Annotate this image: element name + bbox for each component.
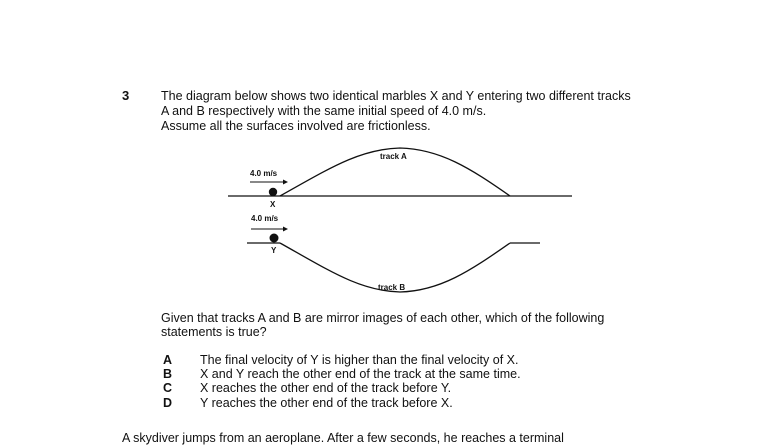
marble-x-label: X	[270, 200, 276, 209]
question-text-line-3: Assume all the surfaces involved are frictionless.	[161, 119, 431, 133]
option-b-text: X and Y reach the other end of the track at the same time.	[200, 367, 521, 381]
option-a-text: The final velocity of Y is higher than the final velocity of X.	[200, 353, 519, 367]
option-d-text: Y reaches the other end of the track before X.	[200, 396, 453, 410]
prompt-line-1: Given that tracks A and B are mirror images of each other, which of the following	[161, 311, 605, 325]
question-text-line-2: A and B respectively with the same initial speed of 4.0 m/s.	[161, 104, 487, 118]
option-c-letter: C	[163, 381, 173, 395]
marble-x	[269, 188, 277, 196]
question-number: 3	[122, 88, 130, 103]
speed-label-bottom: 4.0 m/s	[251, 214, 279, 223]
speed-label-top: 4.0 m/s	[250, 169, 278, 178]
marble-y-label: Y	[271, 246, 277, 255]
option-b-letter: B	[163, 367, 173, 381]
option-c-text: X reaches the other end of the track before Y.	[200, 381, 452, 395]
track-b-label: track B	[378, 283, 406, 292]
question-text-line-1: The diagram below shows two identical marbles X and Y entering two different tracks	[161, 89, 631, 103]
option-a-letter: A	[163, 353, 173, 367]
track-a-label: track A	[380, 152, 407, 161]
velocity-arrowhead-bottom	[283, 227, 288, 232]
marble-y	[270, 234, 279, 243]
next-question-partial: A skydiver jumps from an aeroplane. After a few seconds, he reaches a terminal	[122, 431, 564, 445]
option-d-letter: D	[163, 396, 173, 410]
velocity-arrowhead-top	[283, 180, 288, 185]
prompt-line-2: statements is true?	[161, 325, 267, 339]
